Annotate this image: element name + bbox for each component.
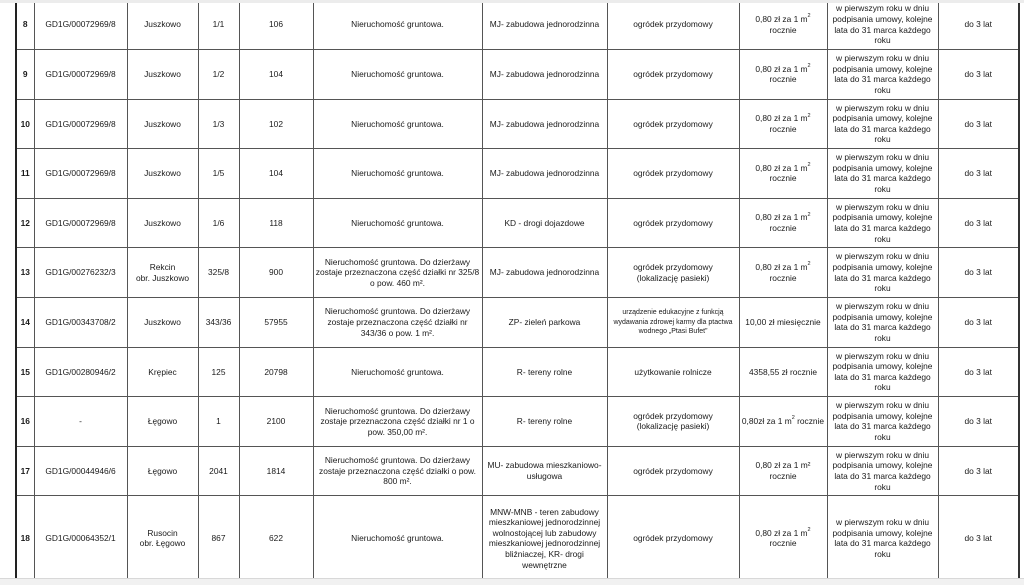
text-okres: do 3 lat bbox=[964, 168, 992, 179]
text-obreb: Rekcin bbox=[149, 262, 176, 273]
text-opis: Nieruchomość gruntowa. Do dzierżawy zostaje przeznaczona część działki nr 325/8 o pow. 460 m². bbox=[315, 256, 480, 288]
text-pow: 57955 bbox=[264, 316, 288, 327]
text-no: 15 bbox=[20, 366, 30, 377]
cell-plot-number bbox=[198, 446, 239, 496]
text-czynsz: 0,80 zł za 1 m bbox=[755, 162, 808, 173]
cell-plot-number bbox=[198, 496, 239, 578]
cell-zoning bbox=[482, 3, 607, 50]
table-row bbox=[16, 397, 1019, 447]
text-obreb: Juszkowo bbox=[144, 69, 181, 79]
cell-location bbox=[127, 149, 198, 199]
cell-description bbox=[313, 198, 482, 248]
cell-row-number bbox=[16, 198, 34, 248]
text-czynsz-tail: rocznie bbox=[769, 471, 797, 482]
cell-location bbox=[127, 99, 198, 149]
cell-location bbox=[127, 50, 198, 100]
cell-zoning bbox=[482, 297, 607, 347]
cell-row-number bbox=[16, 149, 34, 199]
document-page bbox=[0, 3, 1024, 578]
text-no: 14 bbox=[20, 316, 30, 327]
text-no: 8 bbox=[22, 19, 28, 30]
text-czynsz-sup: 2 bbox=[807, 112, 811, 119]
cell-payment-deadline bbox=[827, 3, 938, 50]
text-opis: Nieruchomość gruntowa. bbox=[351, 118, 444, 129]
text-czynsz-sup: 2 bbox=[807, 13, 811, 20]
text-czynsz: 0,80 zł za 1 m² bbox=[755, 460, 811, 471]
cell-location bbox=[127, 248, 198, 298]
cell-purpose bbox=[607, 347, 739, 397]
text-no: 11 bbox=[20, 168, 30, 179]
cell-lease-period bbox=[938, 149, 1019, 199]
cell-plot-number bbox=[198, 397, 239, 447]
text-kw: GD1G/00276232/3 bbox=[45, 267, 116, 278]
cell-land-register-number bbox=[34, 496, 127, 578]
text-czynsz-tail: rocznie bbox=[769, 173, 797, 184]
text-czynsz: 0,80zł za 1 m bbox=[741, 416, 792, 427]
text-pow: 2100 bbox=[266, 416, 286, 427]
text-no: 17 bbox=[20, 465, 30, 476]
text-dzialka: 1 bbox=[216, 416, 221, 427]
cell-rent bbox=[739, 99, 827, 149]
text-dzialka: 2041 bbox=[209, 465, 228, 476]
text-czynsz-tail: rocznie bbox=[794, 416, 825, 427]
text-pow: 104 bbox=[269, 168, 283, 179]
cell-rent bbox=[739, 3, 827, 50]
text-mpzp: MJ- zabudowa jednorodzinna bbox=[489, 69, 600, 79]
cell-description bbox=[313, 99, 482, 149]
text-termin: w pierwszym roku w dniu podpisania umowy, kolejne lata do 31 marca każdego roku bbox=[832, 152, 933, 195]
text-pow: 622 bbox=[269, 533, 283, 544]
cell-description bbox=[313, 3, 482, 50]
cell-lease-period bbox=[938, 248, 1019, 298]
cell-zoning bbox=[482, 50, 607, 100]
text-czynsz-sup: 2 bbox=[791, 415, 795, 422]
cell-zoning bbox=[482, 99, 607, 149]
cell-land-register-number bbox=[34, 50, 127, 100]
cell-purpose bbox=[607, 496, 739, 578]
cell-rent bbox=[739, 297, 827, 347]
text-mpzp: MJ- zabudowa jednorodzinna bbox=[489, 168, 600, 179]
text-czynsz: 0,80 zł za 1 m bbox=[755, 13, 808, 24]
text-cel: ogródek przydomowy bbox=[633, 217, 713, 228]
text-okres: do 3 lat bbox=[964, 465, 992, 476]
text-dzialka: 867 bbox=[211, 533, 226, 544]
cell-rent bbox=[739, 347, 827, 397]
text-pow: 106 bbox=[269, 19, 283, 30]
cell-land-register-number bbox=[34, 99, 127, 149]
text-czynsz: 10,00 zł miesięcznie bbox=[745, 316, 821, 327]
text-opis: Nieruchomość gruntowa. bbox=[351, 217, 444, 228]
text-okres: do 3 lat bbox=[964, 19, 992, 30]
text-czynsz: 0,80 zł za 1 m bbox=[755, 262, 808, 273]
text-termin: w pierwszym roku w dniu podpisania umowy, kolejne lata do 31 marca każdego roku bbox=[832, 102, 933, 145]
cell-location bbox=[127, 446, 198, 496]
cell-purpose bbox=[607, 248, 739, 298]
text-obreb: Juszkowo bbox=[144, 19, 181, 30]
cell-description bbox=[313, 397, 482, 447]
cell-location bbox=[127, 496, 198, 578]
cell-lease-period bbox=[938, 198, 1019, 248]
cell-rent bbox=[739, 50, 827, 100]
text-opis: Nieruchomość gruntowa. bbox=[351, 533, 444, 544]
table-row bbox=[16, 446, 1019, 496]
text-czynsz-tail: rocznie bbox=[769, 538, 797, 549]
cell-purpose bbox=[607, 149, 739, 199]
cell-row-number bbox=[16, 297, 34, 347]
text-no: 16 bbox=[20, 416, 30, 427]
cell-row-number bbox=[16, 496, 34, 578]
text-cel: ogródek przydomowy bbox=[633, 262, 713, 273]
text-opis: Nieruchomość gruntowa. Do dzierżawy zostaje przeznaczona część działki nr 343/36 o pow. 1 m². bbox=[324, 306, 471, 338]
text-okres: do 3 lat bbox=[964, 217, 992, 228]
cell-purpose bbox=[607, 446, 739, 496]
cell-land-register-number bbox=[34, 149, 127, 199]
table-row bbox=[16, 149, 1019, 199]
text-okres: do 3 lat bbox=[964, 366, 992, 377]
text-dzialka: 1/6 bbox=[212, 217, 225, 228]
cell-location bbox=[127, 3, 198, 50]
text-termin: w pierwszym roku w dniu podpisania umowy, kolejne lata do 31 marca każdego roku bbox=[832, 53, 933, 95]
text-mpzp: ZP- zieleń parkowa bbox=[508, 316, 581, 327]
cell-plot-number bbox=[198, 297, 239, 347]
text-mpzp: MJ- zabudowa jednorodzinna bbox=[489, 19, 600, 30]
text-obreb: Juszkowo bbox=[144, 168, 181, 179]
cell-area bbox=[239, 3, 313, 50]
text-no: 13 bbox=[20, 267, 30, 278]
text-czynsz: 0,80 zł za 1 m bbox=[755, 113, 808, 124]
cell-lease-period bbox=[938, 50, 1019, 100]
table-row bbox=[16, 496, 1019, 578]
cell-description bbox=[313, 248, 482, 298]
cell-area bbox=[239, 446, 313, 496]
text-termin: w pierwszym roku w dniu podpisania umowy, kolejne lata do 31 marca każdego roku bbox=[832, 3, 933, 46]
table-row bbox=[16, 198, 1019, 248]
text-termin: w pierwszym roku w dniu podpisania umowy, kolejne lata do 31 marca każdego roku bbox=[832, 449, 933, 492]
table-row bbox=[16, 248, 1019, 298]
text-no: 18 bbox=[20, 533, 30, 544]
cell-zoning bbox=[482, 496, 607, 578]
text-mpzp: MJ- zabudowa jednorodzinna bbox=[489, 267, 600, 278]
text-obreb: Łęgowo bbox=[147, 416, 178, 427]
cell-area bbox=[239, 248, 313, 298]
text-no: 12 bbox=[20, 217, 30, 228]
text-opis: Nieruchomość gruntowa. bbox=[351, 366, 444, 377]
cell-purpose bbox=[607, 297, 739, 347]
cell-row-number bbox=[16, 99, 34, 149]
text-okres: do 3 lat bbox=[964, 416, 992, 427]
cell-payment-deadline bbox=[827, 297, 938, 347]
text-okres: do 3 lat bbox=[964, 118, 992, 129]
text-kw: - bbox=[79, 416, 82, 427]
text-dzialka: 1/1 bbox=[212, 19, 225, 30]
cell-rent bbox=[739, 496, 827, 578]
text-czynsz-sup: 2 bbox=[807, 162, 811, 169]
text-dzialka: 343/36 bbox=[205, 316, 232, 327]
cell-purpose bbox=[607, 3, 739, 50]
text-pow: 20798 bbox=[264, 366, 288, 377]
cell-plot-number bbox=[198, 248, 239, 298]
cell-location bbox=[127, 397, 198, 447]
cell-payment-deadline bbox=[827, 446, 938, 496]
cell-plot-number bbox=[198, 198, 239, 248]
cell-area bbox=[239, 397, 313, 447]
text-opis: Nieruchomość gruntowa. Do dzierżawy zostaje przeznaczona część działki nr 1 o pow. 350,00 m². bbox=[320, 405, 475, 437]
text-dzialka: 325/8 bbox=[208, 267, 229, 278]
text-czynsz-sup: 2 bbox=[807, 261, 811, 268]
text-kw: GD1G/00072969/8 bbox=[45, 69, 116, 79]
cell-plot-number bbox=[198, 99, 239, 149]
text-obreb: Juszkowo bbox=[144, 217, 181, 228]
text-okres: do 3 lat bbox=[964, 69, 992, 79]
text-cel: ogródek przydomowy bbox=[633, 19, 713, 30]
cell-area bbox=[239, 347, 313, 397]
text-kw: GD1G/00072969/8 bbox=[45, 19, 116, 30]
cell-rent bbox=[739, 248, 827, 298]
text-kw: GD1G/00343708/2 bbox=[45, 316, 116, 327]
cell-payment-deadline bbox=[827, 397, 938, 447]
cell-land-register-number bbox=[34, 248, 127, 298]
text-cel: ogródek przydomowy bbox=[633, 410, 713, 421]
cell-payment-deadline bbox=[827, 198, 938, 248]
cell-row-number bbox=[16, 446, 34, 496]
text-cel2: (lokalizację pasieki) bbox=[636, 272, 710, 283]
table-row bbox=[16, 3, 1019, 50]
text-cel: ogródek przydomowy bbox=[633, 118, 713, 129]
text-mpzp: MNW-MNB - teren zabudowy mieszkaniowej jednorodzinnej wolnostojącej lub zabudowy mieszkaniowej jednorodzinnej bliźniaczej, KR- drogi wewnętrzne bbox=[488, 506, 601, 570]
cell-area bbox=[239, 496, 313, 578]
cell-payment-deadline bbox=[827, 50, 938, 100]
text-pow: 102 bbox=[269, 118, 283, 129]
text-opis: Nieruchomość gruntowa. Do dzierżawy zostaje przeznaczona część działki o pow. 800 m². bbox=[319, 455, 476, 487]
cell-lease-period bbox=[938, 347, 1019, 397]
text-kw: GD1G/00044946/6 bbox=[45, 465, 116, 476]
text-no: 10 bbox=[20, 118, 30, 129]
table-row bbox=[16, 50, 1019, 100]
lease-table bbox=[15, 3, 1020, 578]
text-okres: do 3 lat bbox=[964, 267, 992, 278]
text-cel: użytkowanie rolnicze bbox=[634, 366, 712, 377]
cell-plot-number bbox=[198, 149, 239, 199]
text-dzialka: 1/5 bbox=[212, 168, 225, 179]
text-okres: do 3 lat bbox=[964, 533, 992, 544]
cell-purpose bbox=[607, 198, 739, 248]
table-row bbox=[16, 99, 1019, 149]
text-termin: w pierwszym roku w dniu podpisania umowy, kolejne lata do 31 marca każdego roku bbox=[832, 517, 933, 559]
cell-land-register-number bbox=[34, 397, 127, 447]
cell-area bbox=[239, 297, 313, 347]
cell-payment-deadline bbox=[827, 99, 938, 149]
text-czynsz: 0,80 zł za 1 m bbox=[755, 212, 808, 223]
text-opis: Nieruchomość gruntowa. bbox=[351, 19, 444, 30]
text-mpzp: MU- zabudowa mieszkaniowo-usługowa bbox=[487, 460, 602, 482]
cell-lease-period bbox=[938, 446, 1019, 496]
text-opis: Nieruchomość gruntowa. bbox=[351, 69, 444, 79]
cell-land-register-number bbox=[34, 446, 127, 496]
cell-zoning bbox=[482, 198, 607, 248]
text-obreb: Łęgowo bbox=[147, 465, 178, 476]
cell-location bbox=[127, 297, 198, 347]
cell-area bbox=[239, 198, 313, 248]
text-kw: GD1G/00072969/8 bbox=[45, 168, 116, 179]
text-cel: ogródek przydomowy bbox=[633, 69, 713, 79]
cell-description bbox=[313, 347, 482, 397]
cell-row-number bbox=[16, 3, 34, 50]
cell-area bbox=[239, 50, 313, 100]
text-obreb2: obr. Juszkowo bbox=[135, 272, 190, 283]
cell-lease-period bbox=[938, 297, 1019, 347]
text-pow: 104 bbox=[269, 69, 283, 79]
text-kw: GD1G/00280946/2 bbox=[45, 366, 116, 377]
cell-rent bbox=[739, 446, 827, 496]
cell-row-number bbox=[16, 347, 34, 397]
text-obreb: Juszkowo bbox=[144, 118, 181, 129]
cell-land-register-number bbox=[34, 198, 127, 248]
cell-zoning bbox=[482, 347, 607, 397]
text-dzialka: 1/2 bbox=[212, 69, 225, 79]
text-obreb: Juszkowo bbox=[144, 316, 181, 327]
text-czynsz-tail: rocznie bbox=[769, 74, 797, 85]
cell-description bbox=[313, 446, 482, 496]
text-pow: 118 bbox=[269, 217, 283, 228]
text-obreb: Krępiec bbox=[148, 366, 177, 377]
text-mpzp: KD - drogi dojazdowe bbox=[504, 217, 585, 228]
text-czynsz: 0,80 zł za 1 m bbox=[755, 63, 808, 74]
cell-row-number bbox=[16, 397, 34, 447]
cell-zoning bbox=[482, 446, 607, 496]
text-okres: do 3 lat bbox=[964, 316, 992, 327]
table-row bbox=[16, 297, 1019, 347]
text-kw: GD1G/00072969/8 bbox=[45, 217, 116, 228]
text-czynsz-tail: rocznie bbox=[769, 223, 797, 234]
text-czynsz-sup: 2 bbox=[807, 526, 811, 533]
cell-rent bbox=[739, 397, 827, 447]
cell-purpose bbox=[607, 397, 739, 447]
cell-lease-period bbox=[938, 397, 1019, 447]
cell-payment-deadline bbox=[827, 149, 938, 199]
text-cel: ogródek przydomowy bbox=[633, 168, 713, 179]
cell-area bbox=[239, 99, 313, 149]
cell-rent bbox=[739, 198, 827, 248]
text-cel: urządzenie edukacyjne z funkcją wydawania zdrowej karmy dla ptactwa wodnego „Ptasi Bufet” bbox=[613, 309, 733, 335]
cell-lease-period bbox=[938, 99, 1019, 149]
cell-payment-deadline bbox=[827, 347, 938, 397]
cell-payment-deadline bbox=[827, 496, 938, 578]
text-kw: GD1G/00064352/1 bbox=[45, 533, 116, 544]
text-czynsz: 0,80 zł za 1 m bbox=[755, 527, 808, 538]
cell-plot-number bbox=[198, 3, 239, 50]
text-cel2: (lokalizację pasieki) bbox=[636, 421, 710, 432]
cell-description bbox=[313, 496, 482, 578]
text-dzialka: 125 bbox=[211, 366, 226, 377]
text-czynsz: 4358,55 zł rocznie bbox=[749, 366, 817, 377]
text-opis: Nieruchomość gruntowa. bbox=[351, 168, 444, 179]
text-termin: w pierwszym roku w dniu podpisania umowy, kolejne lata do 31 marca każdego roku bbox=[832, 350, 933, 393]
text-czynsz-tail: rocznie bbox=[769, 123, 797, 134]
cell-land-register-number bbox=[34, 347, 127, 397]
text-kw: GD1G/00072969/8 bbox=[45, 118, 116, 129]
text-cel: ogródek przydomowy bbox=[633, 465, 713, 476]
text-termin: w pierwszym roku w dniu podpisania umowy, kolejne lata do 31 marca każdego roku bbox=[832, 400, 933, 443]
text-termin: w pierwszym roku w dniu podpisania umowy, kolejne lata do 31 marca każdego roku bbox=[832, 251, 933, 294]
cell-rent bbox=[739, 149, 827, 199]
text-termin: w pierwszym roku w dniu podpisania umowy, kolejne lata do 31 marca każdego roku bbox=[832, 301, 933, 343]
cell-area bbox=[239, 149, 313, 199]
cell-land-register-number bbox=[34, 3, 127, 50]
text-czynsz-sup: 2 bbox=[807, 62, 811, 69]
text-mpzp: MJ- zabudowa jednorodzinna bbox=[489, 118, 600, 129]
cell-description bbox=[313, 50, 482, 100]
cell-lease-period bbox=[938, 3, 1019, 50]
text-obreb2: obr. Łęgowo bbox=[139, 538, 186, 549]
cell-description bbox=[313, 149, 482, 199]
text-cel: ogródek przydomowy bbox=[633, 533, 713, 544]
cell-plot-number bbox=[198, 347, 239, 397]
cell-land-register-number bbox=[34, 297, 127, 347]
table-row bbox=[16, 347, 1019, 397]
text-czynsz-tail: rocznie bbox=[769, 24, 797, 35]
cell-location bbox=[127, 347, 198, 397]
cell-row-number bbox=[16, 248, 34, 298]
cell-zoning bbox=[482, 248, 607, 298]
text-obreb: Rusocin bbox=[147, 527, 178, 538]
cell-zoning bbox=[482, 397, 607, 447]
cell-zoning bbox=[482, 149, 607, 199]
cell-location bbox=[127, 198, 198, 248]
text-mpzp: R- tereny rolne bbox=[516, 366, 573, 377]
text-termin: w pierwszym roku w dniu podpisania umowy, kolejne lata do 31 marca każdego roku bbox=[832, 201, 933, 244]
text-no: 9 bbox=[22, 69, 28, 79]
text-pow: 900 bbox=[269, 267, 283, 278]
cell-purpose bbox=[607, 50, 739, 100]
text-dzialka: 1/3 bbox=[212, 118, 225, 129]
text-mpzp: R- tereny rolne bbox=[516, 416, 573, 427]
text-czynsz-tail: rocznie bbox=[769, 272, 797, 283]
text-pow: 1814 bbox=[266, 465, 286, 476]
cell-payment-deadline bbox=[827, 248, 938, 298]
cell-row-number bbox=[16, 50, 34, 100]
cell-plot-number bbox=[198, 50, 239, 100]
text-czynsz-sup: 2 bbox=[807, 211, 811, 218]
cell-lease-period bbox=[938, 496, 1019, 578]
cell-purpose bbox=[607, 99, 739, 149]
cell-description bbox=[313, 297, 482, 347]
